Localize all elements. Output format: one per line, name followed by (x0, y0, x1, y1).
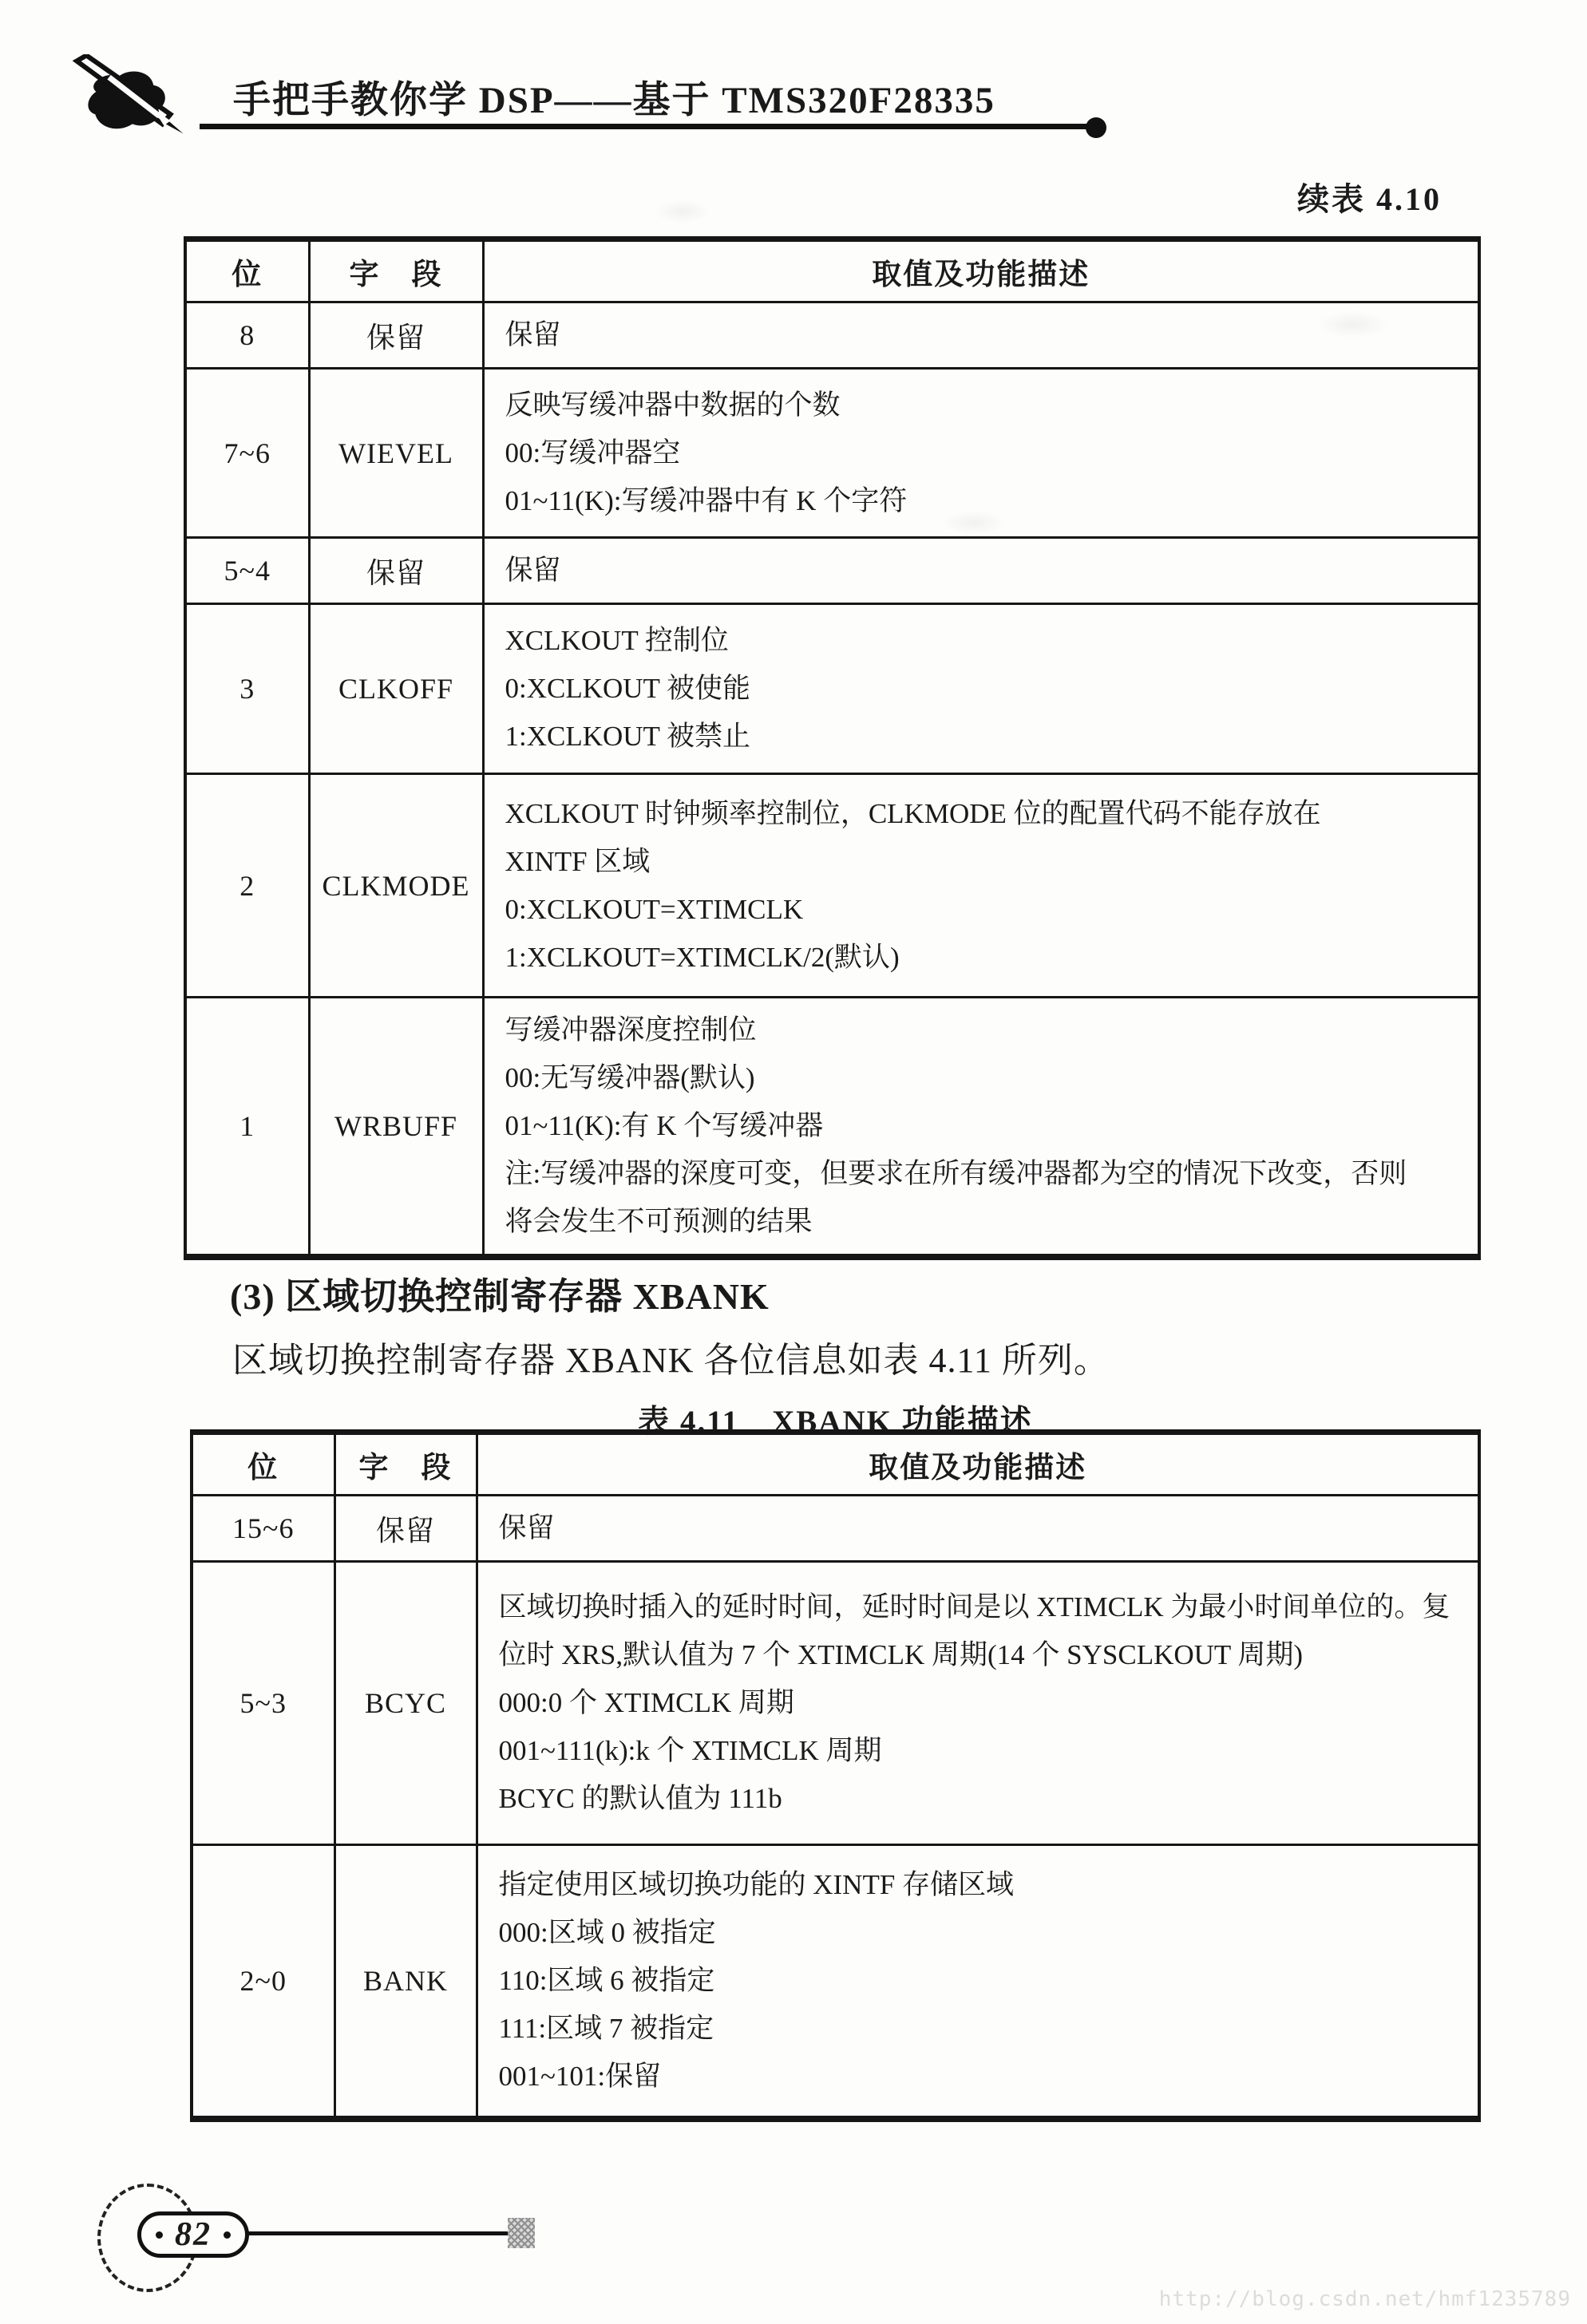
field-cell: WRBUFF (309, 998, 483, 1258)
table-4-10-continued (184, 236, 1481, 1260)
desc-line: 写缓冲器深度控制位 (505, 1014, 757, 1045)
desc-cell (477, 1845, 1479, 2119)
desc-line: 指定使用区域切换功能的 XINTF 存储区域 (498, 1868, 1015, 1900)
table-4-11 (190, 1429, 1481, 2122)
table-row (185, 604, 1479, 774)
footer-hatched-square-icon (508, 2218, 535, 2248)
section-heading: (3) 区域切换控制寄存器 XBANK (230, 1276, 770, 1317)
page-number: 82 (175, 2216, 212, 2253)
desc-line: 001~111(k):k 个 XTIMCLK 周期 (498, 1735, 882, 1766)
field-cell: 保留 (309, 538, 483, 604)
desc-line: 110:区域 6 被指定 (498, 1964, 715, 1996)
desc-line: 注:写缓冲器的深度可变，但要求在所有缓冲器都为空的情况下改变，否则 (505, 1158, 1407, 1189)
table-continuation-label: 续表 4.10 (1297, 181, 1442, 217)
desc-cell (483, 774, 1479, 998)
desc-line: 00:写缓冲器空 (505, 437, 681, 468)
desc-line: 1:XCLKOUT 被禁止 (505, 721, 751, 752)
table-row (192, 1562, 1479, 1845)
page-number-pill (137, 2211, 249, 2258)
table-4-11-caption: 表 4.11 XBANK 功能描述 (638, 1405, 1033, 1439)
desc-line: XINTF 区域 (505, 845, 651, 877)
desc-line: 01~11(K):写缓冲器中有 K 个字符 (505, 484, 908, 516)
bit-cell: 3 (185, 604, 309, 774)
field-cell: 保留 (334, 1496, 477, 1562)
desc-line: 0:XCLKOUT=XTIMCLK (505, 893, 804, 925)
desc-line: 1:XCLKOUT=XTIMCLK/2(默认) (505, 941, 900, 973)
pill-dot-icon (224, 2231, 231, 2239)
section-intro: 区域切换控制寄存器 XBANK 各位信息如表 4.11 所列。 (232, 1341, 1110, 1380)
desc-cell (477, 1562, 1479, 1845)
watermark-url: http://blog.csdn.net/hmf1235789 (1158, 2287, 1571, 2311)
column-header-bit: 位 (185, 239, 309, 302)
desc-line: 001~101:保留 (498, 2060, 662, 2092)
column-header-bit: 位 (192, 1433, 334, 1496)
table-header-row (185, 239, 1479, 302)
bit-cell: 5~4 (185, 538, 309, 604)
table-row (185, 369, 1479, 538)
column-header-field: 字 段 (334, 1433, 477, 1496)
writing-hand-logo-icon (69, 54, 206, 144)
desc-line: 保留 (498, 1512, 555, 1543)
desc-line: XCLKOUT 时钟频率控制位，CLKMODE 位的配置代码不能存放在 (505, 797, 1321, 829)
header-rule-dot (1086, 117, 1106, 138)
desc-line: 区域切换时插入的延时时间，延时时间是以 XTIMCLK 为最小时间单位的。复 (498, 1591, 1450, 1622)
book-title: 手把手教你学 DSP——基于 TMS320F28335 (233, 80, 995, 121)
field-cell: BCYC (334, 1562, 477, 1845)
desc-cell (483, 604, 1479, 774)
bit-cell: 1 (185, 998, 309, 1258)
bit-cell: 2 (185, 774, 309, 998)
field-cell: BANK (334, 1845, 477, 2119)
desc-line: 000:0 个 XTIMCLK 周期 (498, 1687, 794, 1718)
bit-cell: 8 (185, 302, 309, 369)
scan-smudge (1317, 311, 1389, 338)
field-cell: 保留 (309, 302, 483, 369)
table-row (192, 1845, 1479, 2119)
column-header-desc: 取值及功能描述 (483, 239, 1479, 302)
desc-line: 00:无写缓冲器(默认) (505, 1062, 755, 1093)
bit-cell: 15~6 (192, 1496, 334, 1562)
desc-line: BCYC 的默认值为 111b (498, 1783, 782, 1814)
field-cell: CLKMODE (309, 774, 483, 998)
table-row (185, 998, 1479, 1258)
desc-line: 反映写缓冲器中数据的个数 (505, 389, 841, 421)
header-rule (200, 124, 1087, 129)
table-row (192, 1496, 1479, 1562)
desc-line: XCLKOUT 控制位 (505, 625, 729, 656)
scan-smudge (655, 200, 710, 223)
pill-dot-icon (156, 2231, 163, 2239)
table-row (185, 538, 1479, 604)
desc-line: 将会发生不可预测的结果 (505, 1206, 813, 1237)
bit-cell: 2~0 (192, 1845, 334, 2119)
table-header-row (192, 1433, 1479, 1496)
scan-smudge (942, 511, 1006, 535)
desc-line: 0:XCLKOUT 被使能 (505, 673, 751, 704)
desc-cell (477, 1496, 1479, 1562)
column-header-field: 字 段 (309, 239, 483, 302)
field-cell: CLKOFF (309, 604, 483, 774)
desc-line: 01~11(K):有 K 个写缓冲器 (505, 1110, 824, 1141)
desc-line: 位时 XRS,默认值为 7 个 XTIMCLK 周期(14 个 SYSCLKOUT 周期) (498, 1639, 1304, 1670)
desc-cell (483, 998, 1479, 1258)
table-row (185, 302, 1479, 369)
desc-cell (483, 538, 1479, 604)
field-cell: WIEVEL (309, 369, 483, 538)
desc-line: 000:区域 0 被指定 (498, 1916, 716, 1948)
desc-line: 保留 (505, 555, 561, 586)
column-header-desc: 取值及功能描述 (477, 1433, 1479, 1496)
table-row (185, 774, 1479, 998)
bit-cell: 5~3 (192, 1562, 334, 1845)
footer-rule (247, 2231, 509, 2235)
desc-line: 111:区域 7 被指定 (498, 2012, 714, 2044)
bit-cell: 7~6 (185, 369, 309, 538)
desc-line: 保留 (505, 319, 561, 350)
